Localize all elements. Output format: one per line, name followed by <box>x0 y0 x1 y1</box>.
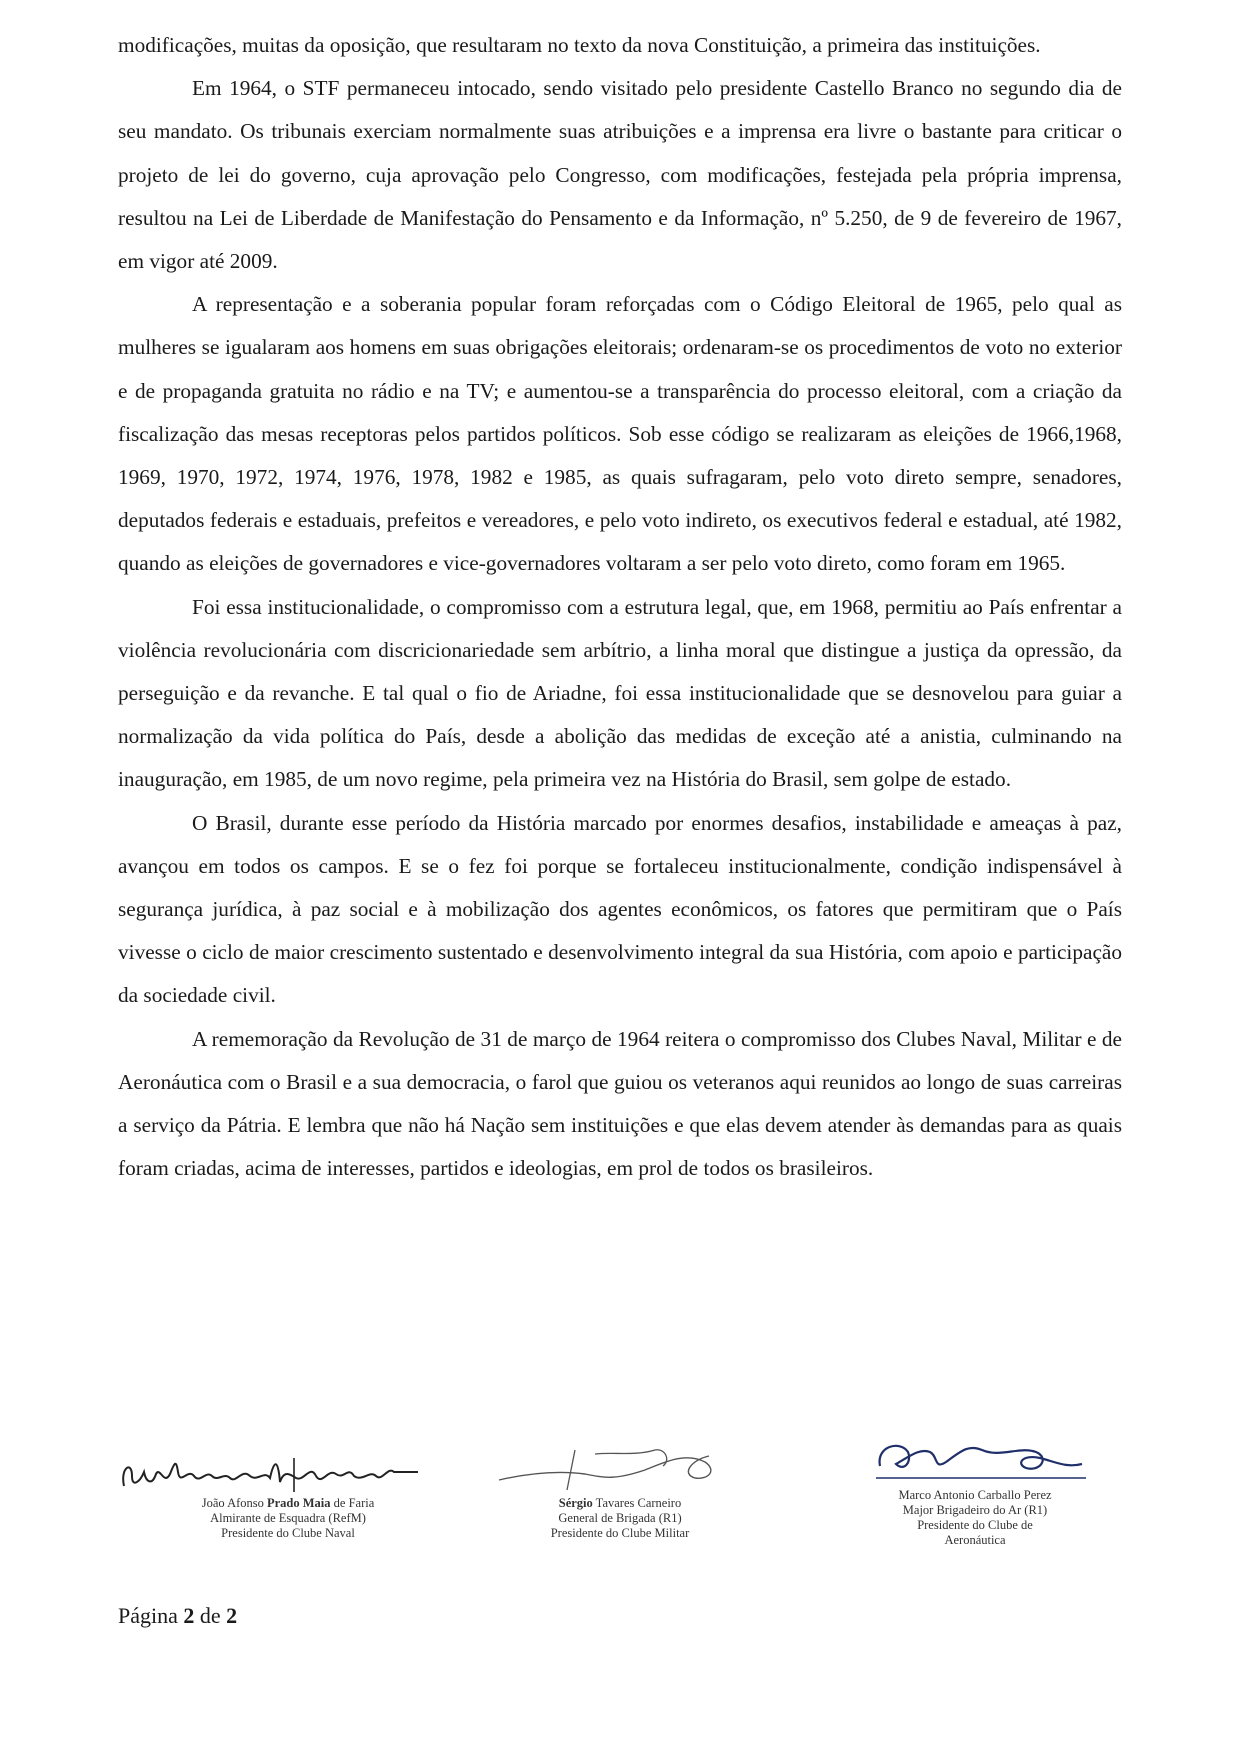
signatory-role: Presidente do Clube Naval <box>221 1526 355 1540</box>
total-pages: 2 <box>226 1603 238 1628</box>
page-number: Página 2 de 2 <box>118 1603 238 1628</box>
signature-block-naval <box>118 1452 458 1541</box>
signature-block-military <box>495 1440 745 1541</box>
document-body <box>118 24 1122 1190</box>
handwritten-signature-icon <box>850 1432 1100 1488</box>
signatory-name-bold: Sérgio <box>558 1496 593 1510</box>
paragraph-commemoration: A rememoração da Revolução de 31 de março de 1964 reitera o compromisso dos Clubes Naval, Militar e de Aeronáutica com o Brasil e a sua democracia, o farol que guiou os veteranos aqui reunidos ao longo de suas carreiras a serviço da Pátria. E lembra que não há Nação sem instituições e que elas devem atender às demandas para as quais foram criadas, acima de interesses, partidos e ideologias, em prol de todos os brasileiros. <box>118 1026 1122 1181</box>
signatory-name-part: Tavares Carneiro <box>592 1496 682 1510</box>
signatory-name-bold: Prado Maia <box>267 1496 331 1510</box>
signatory-name-part: João Afonso <box>201 1496 267 1510</box>
signatory-name-part: de Faria <box>330 1496 375 1510</box>
current-page: 2 <box>183 1603 195 1628</box>
paragraph-electoral-code: A representação e a soberania popular foram reforçadas com o Código Eleitoral de 1965, pelo qual as mulheres se igualaram aos homens em suas obrigações eleitorais; ordenaram-se os procedimentos de voto no exterior e de propaganda gratuita no rádio e na TV; e aumentou-se a transparência do processo eleitoral, com a criação da fiscalização das mesas receptoras pelos partidos políticos. Sob esse código se realizaram as eleições de 1966,1968, 1969, 1970, 1972, 1974, 1976, 1978, 1982 e 1985, as quais sufragaram, pelo voto direto sempre, senadores, deputados federais e estaduais, prefeitos e vereadores, e pelo voto indireto, os executivos federal e estadual, até 1982, quando as eleições de governadores e vice-governadores voltaram a ser pelo voto direto, como foram em 1965. <box>118 292 1122 576</box>
signatory-rank: General de Brigada (R1) <box>558 1511 682 1525</box>
signatory-name: Marco Antonio Carballo Perez <box>898 1488 1052 1502</box>
signatory-rank: Almirante de Esquadra (RefM) <box>210 1511 366 1525</box>
signatory-role: Aeronáutica <box>944 1533 1006 1547</box>
paragraph-continuation: modificações, muitas da oposição, que resultaram no texto da nova Constituição, a primeira das instituições. <box>118 33 1041 57</box>
paragraph-brazil-advance: O Brasil, durante esse período da História marcado por enormes desafios, instabilidade e ameaças à paz, avançou em todos os campos. E se o fez foi porque se fortaleceu institucionalmente, condição indispensável à segurança jurídica, à paz social e à mobilização dos agentes econômicos, os fatores que permitiram que o País vivesse o ciclo de maior crescimento sustentado e desenvolvimento integral da sua História, com apoio e participação da sociedade civil. <box>118 810 1122 1008</box>
signatory-role: Presidente do Clube Militar <box>550 1526 690 1540</box>
handwritten-signature-icon <box>118 1452 458 1496</box>
signature-block-aeronautics <box>850 1432 1100 1548</box>
signatory-rank: Major Brigadeiro do Ar (R1) <box>902 1503 1048 1517</box>
handwritten-signature-icon <box>495 1440 745 1496</box>
paragraph-institutionality: Foi essa institucionalidade, o compromisso com a estrutura legal, que, em 1968, permitiu ao País enfrentar a violência revolucionária com discricionariedade sem arbítrio, a linha moral que distingue a justiça da opressão, da perseguição e da revanche. E tal qual o fio de Ariadne, foi essa institucionalidade que se desnovelou para guiar a normalização da vida política do País, desde a abolição das medidas de exceção até a anistia, culminando na inauguração, em 1985, de um novo regime, pela primeira vez na História do Brasil, sem golpe de estado. <box>118 594 1122 792</box>
paragraph-stf: Em 1964, o STF permaneceu intocado, sendo visitado pelo presidente Castello Branco no segundo dia de seu mandato. Os tribunais exerciam normalmente suas atribuições e a imprensa era livre o bastante para criticar o projeto de lei do governo, cuja aprovação pelo Congresso, com modificações, festejada pela própria imprensa, resultou na Lei de Liberdade de Manifestação do Pensamento e da Informação, nº 5.250, de 9 de fevereiro de 1967, em vigor até 2009. <box>118 76 1122 274</box>
signatory-role: Presidente do Clube de <box>917 1518 1033 1532</box>
